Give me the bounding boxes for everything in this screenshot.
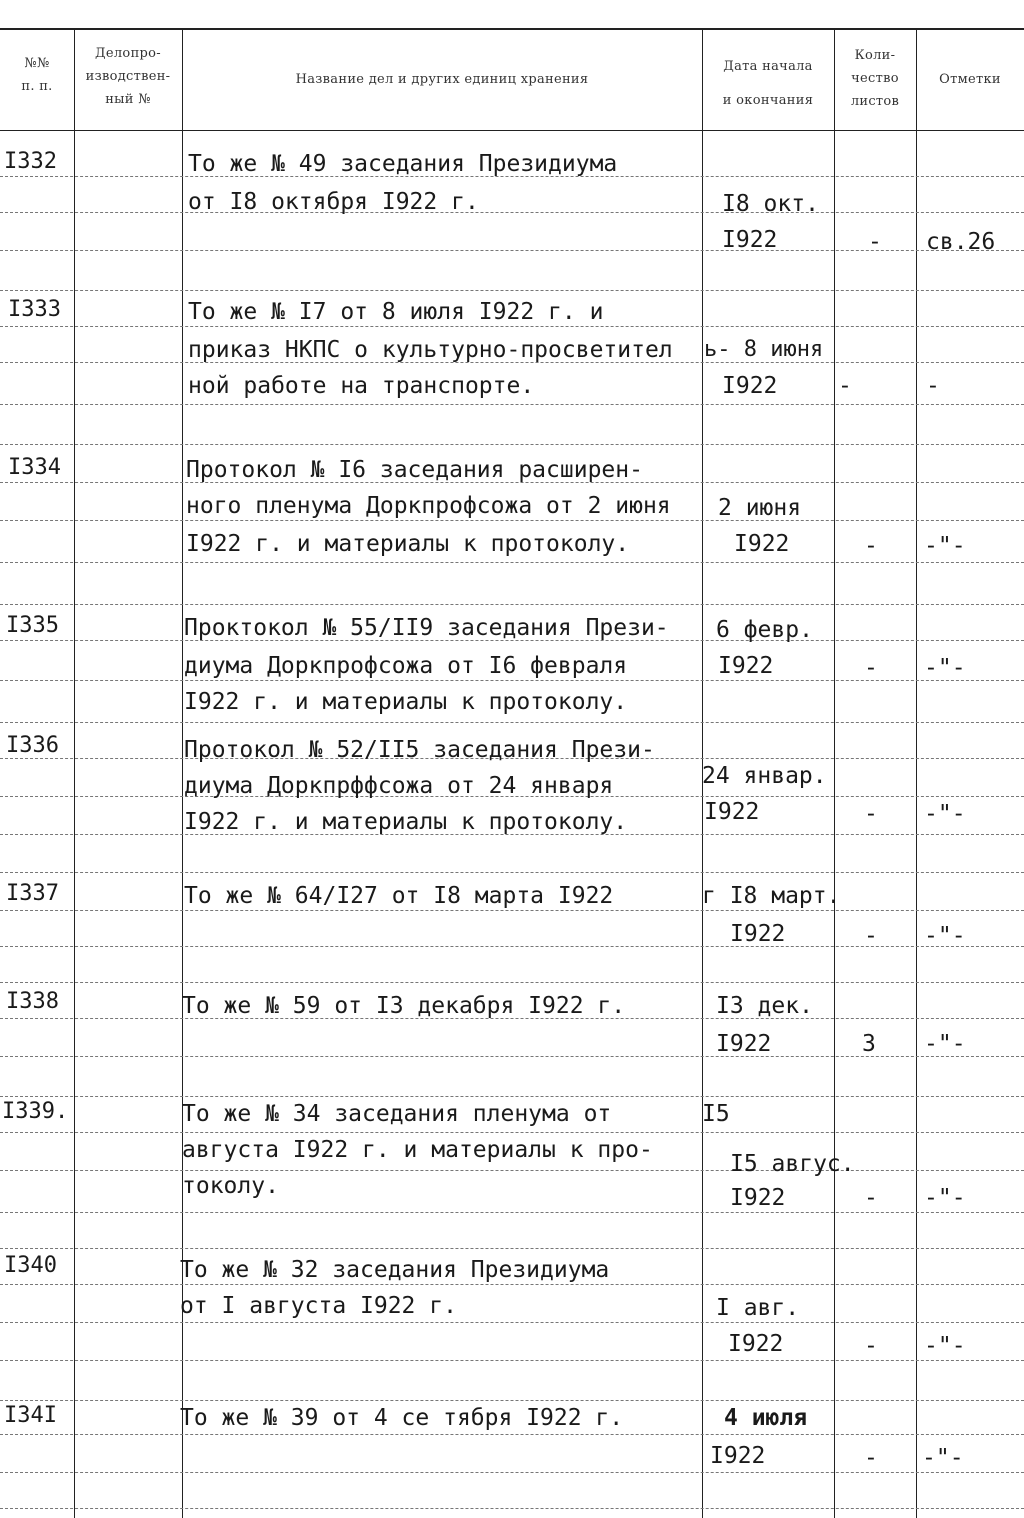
header-title: Название дел и других единиц хранения bbox=[295, 72, 589, 87]
record-date: I5 bbox=[702, 1101, 730, 1127]
header-number: №№ п. п. bbox=[21, 56, 53, 94]
record-title-line: То же № 49 заседания Президиума bbox=[188, 151, 618, 177]
ruling-line bbox=[0, 1132, 1024, 1133]
ruling-line bbox=[0, 1360, 1024, 1361]
record-notes: -"- bbox=[924, 801, 966, 827]
ruling-line bbox=[0, 444, 1024, 445]
ruling-line bbox=[0, 872, 1024, 873]
record-date: 2 июня bbox=[718, 495, 802, 521]
record-notes: -"- bbox=[924, 1031, 966, 1057]
record-date: г I8 март. bbox=[702, 883, 841, 909]
ruling-line bbox=[0, 1284, 1024, 1285]
record-number: I34I bbox=[4, 1403, 57, 1428]
ruling-line bbox=[0, 1212, 1024, 1213]
record-number: I332 bbox=[4, 149, 57, 174]
record-title-line: Проктокол № 55/II9 заседания Прези- bbox=[184, 615, 669, 641]
record-number: I333 bbox=[8, 297, 61, 322]
ruling-line bbox=[0, 212, 1024, 213]
record-title-line: токолу. bbox=[182, 1173, 279, 1199]
ruling-line bbox=[0, 520, 1024, 521]
ruling-line bbox=[0, 1434, 1024, 1435]
record-date: I922 bbox=[722, 227, 778, 253]
record-date: I922 bbox=[722, 373, 778, 399]
record-title-line: То же № 39 от 4 се тября I922 г. bbox=[180, 1405, 624, 1431]
record-date: I922 bbox=[704, 799, 760, 825]
ruling-line bbox=[0, 1322, 1024, 1323]
column-divider bbox=[74, 30, 75, 1518]
record-title-line: августа I922 г. и материалы к про- bbox=[182, 1137, 653, 1163]
ruling-line bbox=[0, 326, 1024, 327]
record-number: I337 bbox=[6, 881, 59, 906]
record-title-line: I922 г. и материалы к протоколу. bbox=[186, 531, 630, 557]
record-date: I922 bbox=[730, 921, 786, 947]
ruling-line bbox=[0, 562, 1024, 563]
record-title-line: диума Доркпрофсожа от I6 февраля bbox=[184, 653, 628, 679]
ruling-line bbox=[0, 982, 1024, 983]
record-title-line: Протокол № 52/II5 заседания Прези- bbox=[184, 737, 655, 763]
record-title-line: То же № I7 от 8 июля I922 г. и bbox=[188, 299, 604, 325]
record-notes: -"- bbox=[924, 1333, 966, 1359]
record-date: I8 окт. bbox=[722, 191, 819, 217]
record-date: I3 дек. bbox=[716, 993, 813, 1019]
record-date: I авг. bbox=[716, 1295, 800, 1321]
record-date: I922 bbox=[734, 531, 790, 557]
record-sheet-count: - bbox=[838, 373, 852, 399]
record-title-line: Протокол № I6 заседания расширен- bbox=[186, 457, 643, 483]
record-notes: -"- bbox=[924, 923, 966, 949]
record-date: I922 bbox=[710, 1443, 766, 1469]
record-notes: -"- bbox=[922, 1445, 964, 1471]
record-number: I335 bbox=[6, 613, 59, 638]
record-title-line: от I августа I922 г. bbox=[180, 1293, 457, 1319]
record-number: I339. bbox=[2, 1099, 69, 1124]
ruling-line bbox=[0, 1096, 1024, 1097]
record-date: I922 bbox=[728, 1331, 784, 1357]
record-date: ь- 8 июня bbox=[704, 337, 824, 362]
header-sheet-count: Коли- чество листов bbox=[850, 48, 900, 109]
record-date: 6 февр. bbox=[716, 617, 813, 643]
ruling-line bbox=[0, 604, 1024, 605]
ruling-line bbox=[0, 1508, 1024, 1509]
ruling-line bbox=[0, 290, 1024, 291]
ruling-line bbox=[0, 1472, 1024, 1473]
record-sheet-count: - bbox=[864, 1333, 878, 1359]
record-sheet-count: - bbox=[864, 801, 878, 827]
record-title-line: То же № 32 заседания Президиума bbox=[180, 1257, 610, 1283]
column-divider bbox=[916, 30, 917, 1518]
record-notes: -"- bbox=[924, 533, 966, 559]
record-title-line: То же № 34 заседания пленума от bbox=[182, 1101, 612, 1127]
record-number: I334 bbox=[8, 455, 61, 480]
record-date: 24 январ. bbox=[702, 763, 827, 789]
record-title-line: I922 г. и материалы к протоколу. bbox=[184, 689, 628, 715]
ruling-line bbox=[0, 1400, 1024, 1401]
record-title-line: ной работе на транспорте. bbox=[188, 373, 535, 399]
record-number: I336 bbox=[6, 733, 59, 758]
record-number: I338 bbox=[6, 989, 59, 1014]
record-sheet-count: - bbox=[864, 655, 878, 681]
record-sheet-count: 3 bbox=[862, 1031, 876, 1057]
record-notes: - bbox=[926, 373, 940, 399]
record-title-line: ного пленума Доркпрофсожа от 2 июня bbox=[186, 493, 671, 519]
record-notes: -"- bbox=[924, 655, 966, 681]
record-date: 4 июля bbox=[724, 1405, 808, 1431]
ruling-line bbox=[0, 404, 1024, 405]
column-divider bbox=[834, 30, 835, 1518]
ruling-line bbox=[0, 1248, 1024, 1249]
header-dates: Дата начала и окончания bbox=[722, 59, 814, 108]
record-title-line: I922 г. и материалы к протоколу. bbox=[184, 809, 628, 835]
header-office-number: Делопро- изводствен- ный № bbox=[85, 46, 171, 107]
record-title-line: диума Доркпрффсожа от 24 января bbox=[184, 773, 614, 799]
record-sheet-count: - bbox=[864, 1185, 878, 1211]
record-sheet-count: - bbox=[868, 229, 882, 255]
ruling-line bbox=[0, 910, 1024, 911]
record-date: I922 bbox=[716, 1031, 772, 1057]
record-sheet-count: - bbox=[864, 923, 878, 949]
record-sheet-count: - bbox=[864, 533, 878, 559]
record-date: I922 bbox=[718, 653, 774, 679]
record-title-line: То же № 64/I27 от I8 марта I922 bbox=[184, 883, 614, 909]
record-title-line: от I8 октября I922 г. bbox=[188, 189, 479, 215]
header-notes: Отметки bbox=[939, 72, 1001, 87]
record-number: I340 bbox=[4, 1253, 57, 1278]
record-date: I922 bbox=[730, 1185, 786, 1211]
record-title-line: приказ НКПС о культурно-просветител bbox=[188, 337, 673, 363]
top-border bbox=[0, 28, 1024, 30]
record-sheet-count: - bbox=[864, 1445, 878, 1471]
ruling-line bbox=[0, 722, 1024, 723]
record-date: I5 авгус. bbox=[730, 1151, 855, 1177]
record-notes: св.26 bbox=[926, 229, 996, 255]
header-bottom-border bbox=[0, 130, 1024, 131]
record-title-line: То же № 59 от I3 декабря I922 г. bbox=[182, 993, 626, 1019]
ruling-line bbox=[0, 1170, 1024, 1171]
record-notes: -"- bbox=[924, 1185, 966, 1211]
